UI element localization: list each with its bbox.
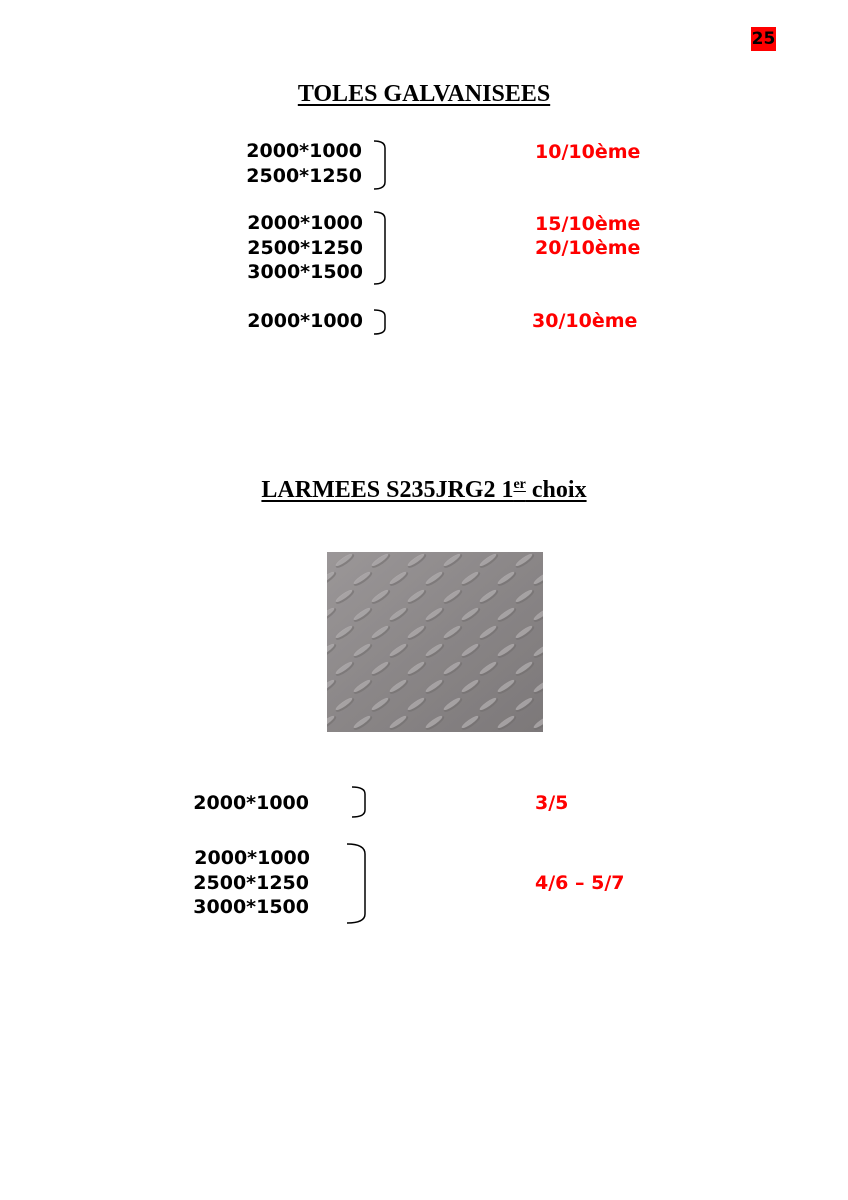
galv-g2-value-2: 20/10ème [535, 237, 641, 259]
larm-g2-dim-1: 2000*1000 [194, 847, 310, 869]
galv-g2-dim-3: 3000*1500 [247, 261, 363, 283]
checkered-title [0, 477, 848, 504]
galvanized-title: TOLES GALVANISEES [297, 81, 551, 107]
galv-g3-value-1: 30/10ème [532, 310, 638, 332]
galv-g2-dim-1: 2000*1000 [247, 212, 363, 234]
larm-g2-value-1: 4/6 – 5/7 [535, 872, 625, 894]
checkered-title-main: LARMEES S235JRG2 1 [261, 477, 514, 503]
larm-g2-dim-3: 3000*1500 [193, 896, 309, 918]
checkered-title-sup: er [513, 477, 526, 492]
checker-plate-image [327, 552, 543, 732]
galv-g3-bracket [372, 308, 390, 336]
page-number: 25 [751, 29, 776, 49]
larm-g1-bracket [350, 785, 370, 819]
galv-g1-dim-2: 2500*1250 [246, 165, 362, 187]
galv-g3-dim-1: 2000*1000 [247, 310, 363, 332]
larm-g1-value-1: 3/5 [535, 792, 569, 814]
galv-g1-bracket [372, 139, 390, 191]
galv-g2-value-1: 15/10ème [535, 213, 641, 235]
galv-g2-bracket [372, 210, 390, 286]
galv-g1-value-1: 10/10ème [535, 141, 641, 163]
galv-g2-dim-2: 2500*1250 [247, 237, 363, 259]
larm-g1-dim-1: 2000*1000 [193, 792, 309, 814]
larm-g2-dim-2: 2500*1250 [193, 872, 309, 894]
checkered-title-end: choix [525, 477, 587, 503]
galv-g1-dim-1: 2000*1000 [246, 140, 362, 162]
larm-g2-bracket [345, 842, 371, 926]
